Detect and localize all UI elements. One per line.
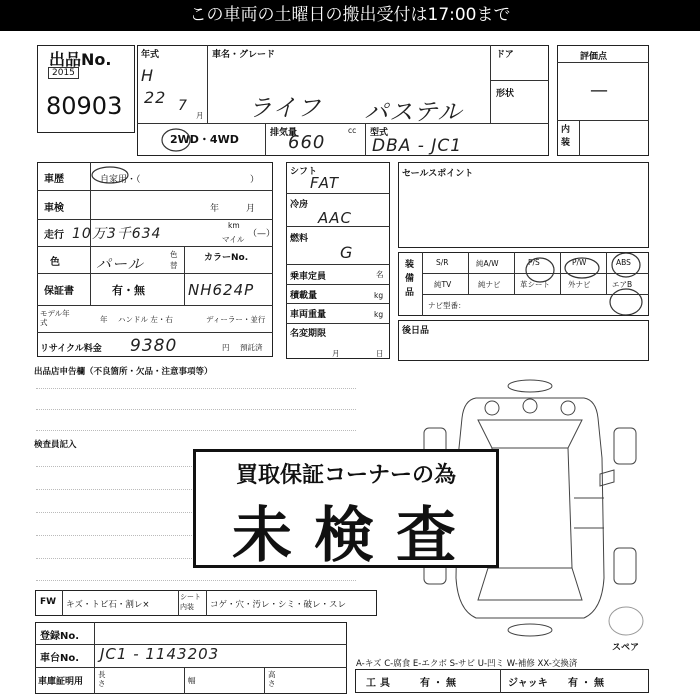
equip-airbag: エアB <box>612 280 633 289</box>
doors-label: ドア <box>496 50 514 60</box>
displacement-value: 660 <box>288 132 326 153</box>
garage-label: 車庫証明用 <box>38 677 84 687</box>
navi-model-label: ナビ型番： <box>428 301 466 310</box>
equip-genuine-tv: 純TV <box>434 280 452 289</box>
equip-sunroof: S/R <box>436 258 449 267</box>
inspection-month-unit: 月 <box>246 204 256 214</box>
recycle-note: 預託済 <box>240 343 263 352</box>
recycle-unit: 円 <box>222 343 230 352</box>
color-code-value: NH624P <box>188 281 255 299</box>
drive-label: 2WD・4WD <box>170 133 239 146</box>
color-code-label: カラーNo. <box>204 253 249 263</box>
damage-legend: A-キズ C-腐食 E-エクボ S-サビ U-凹ミ W-補修 XX-交換済 <box>356 659 578 669</box>
seat-label: シート内装 <box>180 593 201 611</box>
mileage-unit-mile: マイル <box>222 235 245 244</box>
weight-label: 車両重量 <box>290 310 327 320</box>
shape-label: 形状 <box>496 89 515 99</box>
ac-label: 冷房 <box>290 200 309 210</box>
year-month: 7 <box>178 98 188 114</box>
stamp-not-inspected: 未検査 <box>232 501 478 571</box>
garage-height: 高さ <box>268 670 276 688</box>
reg-deadline-day: 日 <box>376 349 384 358</box>
model-year-unit: 年 <box>100 315 108 324</box>
spare-tire-icon <box>606 604 646 638</box>
car-name-value: ライフ <box>248 94 322 122</box>
warranty-options: 有・無 <box>112 284 145 297</box>
year-month-unit: 月 <box>196 111 204 120</box>
rating-label: 評価点 <box>580 52 608 62</box>
after-items-box <box>398 320 649 361</box>
mileage-unit-km: km <box>228 221 240 230</box>
capacity-unit: 名 <box>376 270 384 279</box>
reg-deadline-month: 月 <box>332 349 340 358</box>
recycle-label: リサイクル料金 <box>40 344 102 354</box>
history-options: 自家用・（ <box>100 175 141 185</box>
tools-options: 有・無 <box>420 678 459 689</box>
color-change-label: 色替 <box>170 250 178 270</box>
model-value: DBA - JC1 <box>372 136 463 156</box>
fuel-value: G <box>340 243 354 262</box>
weight-unit: kg <box>374 310 384 319</box>
equip-alloy-wheels: 純A/W <box>476 259 499 268</box>
mileage-value: 10万3千634 <box>72 226 162 242</box>
color-value: パール <box>96 255 144 273</box>
lot-year-tag: 2015 <box>48 67 79 79</box>
lot-label: 出品No. <box>49 50 112 69</box>
interior-label: 内装 <box>561 125 571 148</box>
displacement-unit: cc <box>348 126 357 135</box>
registration-label: 登録No. <box>40 631 80 642</box>
inspector-label: 検査員記入 <box>34 440 77 450</box>
lot-number: 80903 <box>46 92 123 120</box>
equip-genuine-navi: 純ナビ <box>478 280 501 289</box>
garage-width: 幅 <box>188 676 196 685</box>
load-label: 積載量 <box>290 291 318 301</box>
reg-deadline-label: 名変期限 <box>290 329 327 339</box>
load-unit: kg <box>374 291 384 300</box>
shift-value: FAT <box>310 174 340 192</box>
rating-value: — <box>590 80 608 101</box>
jack-label: ジャッキ <box>508 678 548 689</box>
equipment-label: 装備品 <box>405 260 415 298</box>
car-name-label: 車名・グレード <box>212 50 276 60</box>
spare-label: スペア <box>612 643 640 653</box>
sales-point-label: セールスポイント <box>402 169 474 179</box>
seat-options: コゲ・穴・汚レ・シミ・破レ・スレ <box>210 600 347 610</box>
garage-length: 長さ <box>98 670 106 688</box>
equip-leather-seat: 革シート <box>520 280 550 289</box>
after-items-label: 後日品 <box>402 326 430 336</box>
equip-abs: ABS <box>616 258 631 267</box>
history-close: ） <box>250 175 260 185</box>
mileage-dash: （—） <box>248 229 276 239</box>
mileage-label: 走行 <box>44 230 64 241</box>
drive-mark <box>158 124 198 158</box>
chassis-value: JC1 - 1143203 <box>100 645 220 663</box>
model-label: 型式 <box>370 128 389 138</box>
year-value: 22 <box>144 88 167 107</box>
recycle-value: 9380 <box>130 336 178 356</box>
model-year-label: モデル年式 <box>40 309 70 327</box>
equip-power-steering: P/S <box>528 258 540 267</box>
dealer-label: ディーラー・並行 <box>206 315 266 324</box>
defects-label: 出品店申告欄（不良箇所・欠品・注意事項等） <box>34 367 213 377</box>
history-label: 車歴 <box>44 174 64 185</box>
capacity-label: 乗車定員 <box>290 272 327 282</box>
warranty-label: 保証書 <box>44 286 74 297</box>
equip-aftermarket-navi: 外ナビ <box>568 280 591 289</box>
color-label: 色 <box>50 257 60 268</box>
shift-label: シフト <box>290 167 318 177</box>
history-mark <box>88 164 132 186</box>
jack-options: 有・無 <box>568 678 607 689</box>
not-inspected-stamp <box>193 449 499 571</box>
ac-value: AAC <box>318 209 352 227</box>
year-era: H <box>141 66 155 85</box>
tools-label: 工具 <box>366 678 394 689</box>
inspection-label: 車検 <box>44 203 64 214</box>
chassis-label: 車台No. <box>40 653 80 664</box>
handle-label: ハンドル 左・右 <box>118 315 173 324</box>
saturday-pickup-banner: この車両の土曜日の搬出受付は17:00まで <box>0 0 700 31</box>
displacement-label: 排気量 <box>270 128 298 138</box>
stamp-reason: 買取保証コーナーの為 <box>235 463 456 488</box>
equipment-marks <box>520 248 652 318</box>
fw-label: FW <box>40 597 57 607</box>
inspection-year-unit: 年 <box>210 204 220 214</box>
fw-options: キズ・トビ石・割レ× <box>66 600 150 610</box>
year-label: 年式 <box>141 50 160 60</box>
fuel-label: 燃料 <box>290 234 309 244</box>
equip-power-windows: P/W <box>572 258 587 267</box>
car-grade-value: パステル <box>364 98 463 126</box>
